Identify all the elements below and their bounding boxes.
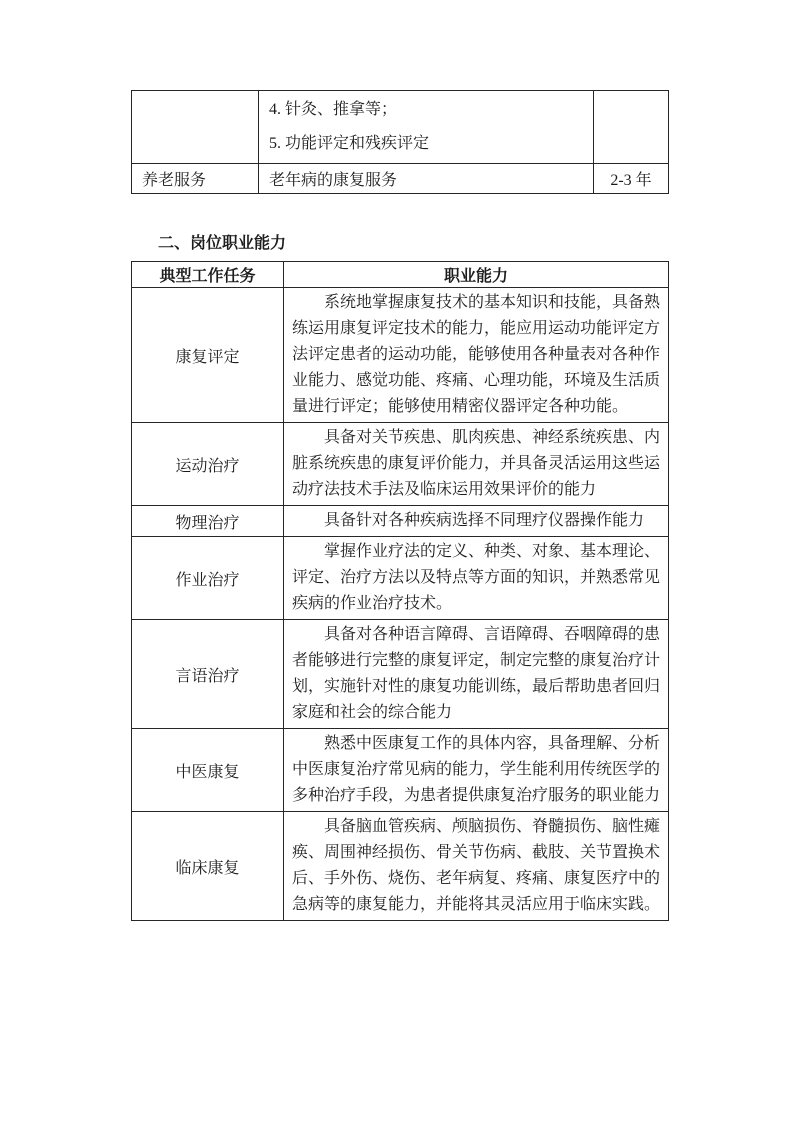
ability-text: 系统地掌握康复技术的基本知识和技能，具备熟练运用康复评定技术的能力，能应用运动功能评定方法评定患者的运动功能，能够使用各种量表对各种作业能力、感觉功能、疼痛、心理功能，环境及生活质量进行评定；能够使用精密仪器评定各种功能。	[292, 294, 661, 415]
document-page	[131, 90, 668, 921]
header-row	[132, 262, 669, 288]
detail-cell	[259, 164, 594, 194]
ability-cell	[284, 288, 669, 423]
task-cell: 言语治疗	[132, 620, 284, 729]
ability-cell	[284, 812, 669, 921]
table-row	[132, 506, 669, 537]
detail-item: 4. 针灸、推拿等；	[269, 101, 398, 118]
ability-cell	[284, 423, 669, 506]
ability-text: 具备对各种语言障碍、言语障碍、吞咽障碍的患者能够进行完整的康复评定，制定完整的康复治疗计划，实施针对性的康复功能训练，最后帮助患者回归家庭和社会的综合能力	[292, 626, 661, 721]
ability-cell	[284, 506, 669, 537]
table-row	[132, 288, 669, 423]
ability-text: 具备对关节疾患、肌肉疾患、神经系统疾患、内脏系统疾患的康复评价能力，并具备灵活运用这些运动疗法技术手法及临床运用效果评价的能力	[292, 429, 661, 498]
task-cell: 作业治疗	[132, 537, 284, 620]
task-cell: 康复评定	[132, 288, 284, 423]
section-heading: 二、岗位职业能力	[158, 235, 287, 252]
ability-cell	[284, 729, 669, 812]
ability-table	[131, 261, 669, 921]
table-row	[132, 423, 669, 506]
task-cell: 运动治疗	[132, 423, 284, 506]
table-row	[132, 91, 669, 164]
ability-cell	[284, 537, 669, 620]
task-cell: 养老服务	[132, 164, 259, 194]
table-row	[132, 620, 669, 729]
ability-text: 掌握作业疗法的定义、种类、对象、基本理论、评定、治疗方法以及特点等方面的知识，并熟悉常见疾病的作业治疗技术。	[292, 543, 661, 612]
duration-cell-empty	[594, 91, 669, 164]
table-row	[132, 812, 669, 921]
table-row	[132, 537, 669, 620]
ability-cell	[284, 620, 669, 729]
task-cell: 中医康复	[132, 729, 284, 812]
detail-cell	[259, 91, 594, 164]
task-cell-empty	[132, 91, 259, 164]
task-cell: 临床康复	[132, 812, 284, 921]
ability-text: 具备针对各种疾病选择不同理疗仪器操作能力	[324, 512, 645, 529]
task-cell: 物理治疗	[132, 506, 284, 537]
table-row	[132, 729, 669, 812]
detail-item: 老年病的康复服务	[269, 172, 398, 189]
ability-text: 具备脑血管疾病、颅脑损伤、脊髓损伤、脑性瘫痪、周围神经损伤、骨关节伤病、截肢、关节置换术后、手外伤、烧伤、老年病复、疼痛、康复医疗中的急病等的康复能力，并能将其灵活应用于临床实践。	[292, 818, 661, 913]
duration-cell: 2-3 年	[594, 164, 669, 194]
column-header-ability: 职业能力	[284, 262, 669, 288]
ability-text: 熟悉中医康复工作的具体内容，具备理解、分析中医康复治疗常见病的能力，学生能利用传统医学的多种治疗手段，为患者提供康复治疗服务的职业能力	[292, 735, 661, 804]
table-row	[132, 164, 669, 194]
detail-item: 5. 功能评定和残疾评定	[269, 135, 430, 152]
column-header-task: 典型工作任务	[132, 262, 284, 288]
continuation-table	[131, 90, 669, 194]
